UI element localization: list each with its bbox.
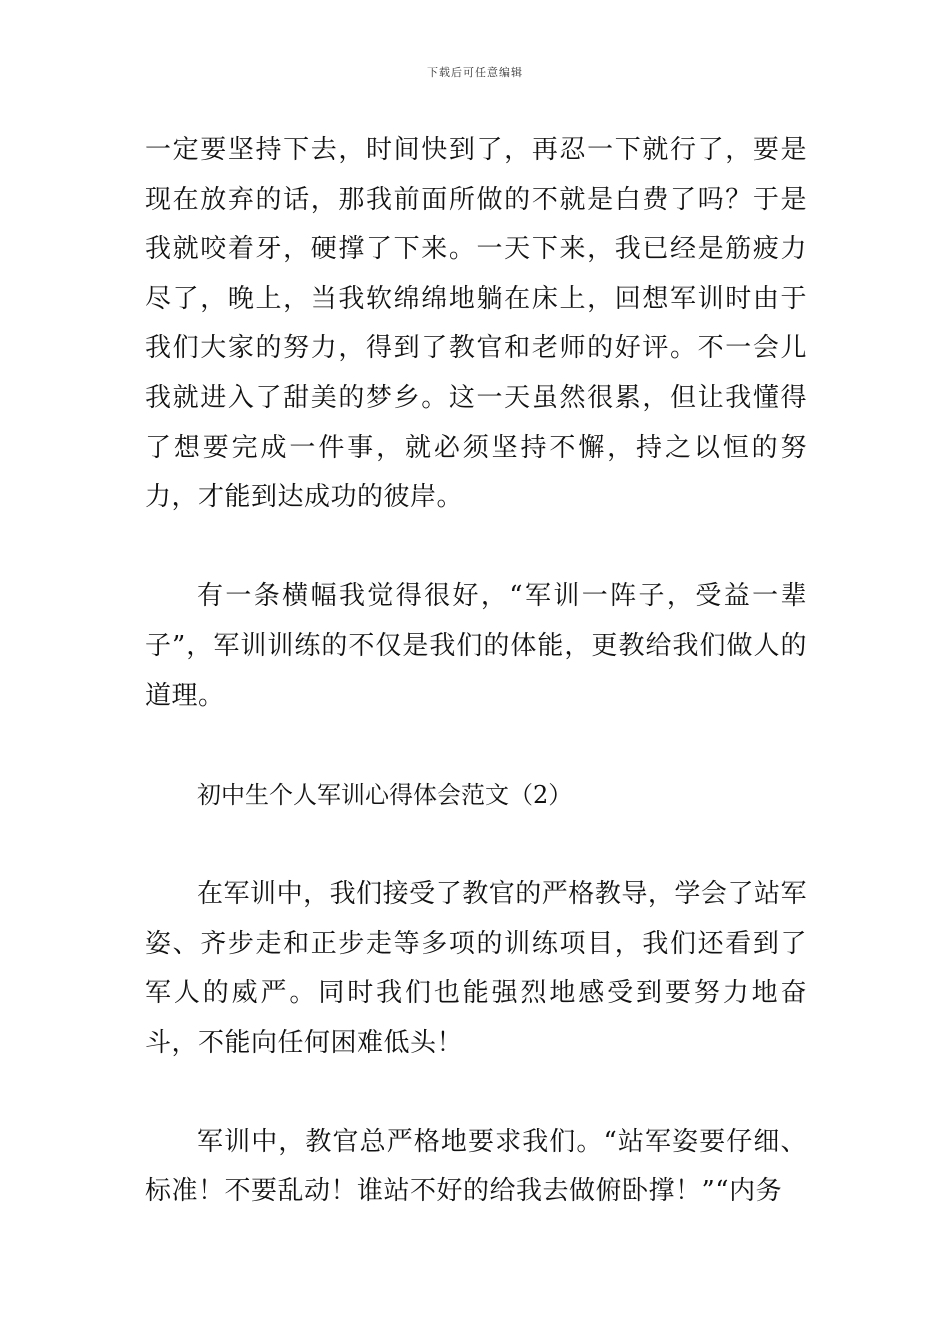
paragraph-spacer — [145, 820, 807, 870]
paragraph-instructor: 军训中，教官总严格地要求我们。“站军姿要仔细、标准！不要乱动！谁站不好的给我去做俯卧撑！”“内务 — [145, 1126, 807, 1207]
page-header-note: 下载后可任意编辑 — [427, 66, 523, 79]
paragraph-spacer — [145, 1068, 807, 1118]
paragraph-continuation: 一定要坚持下去，时间快到了，再忍一下就行了，要是现在放弃的话，那我前面所做的不就是白费了吗？于是我就咬着牙，硬撑了下来。一天下来，我已经是筋疲力尽了，晚上，当我软绵绵地躺在床上，回想军训时由于我们大家的努力，得到了教官和老师的好评。不一会儿我就进入了甜美的梦乡。这一天虽然很累，但让我懂得了想要完成一件事，就必须坚持不懈，持之以恒的努力，才能到达成功的彼岸。 — [145, 135, 807, 513]
paragraph-banner: 有一条横幅我觉得很好，“军训一阵子，受益一辈子”，军训训练的不仅是我们的体能，更教给我们做人的道理。 — [145, 581, 807, 711]
paragraph-spacer — [145, 523, 807, 573]
paragraph-spacer — [145, 721, 807, 771]
document-body — [145, 126, 807, 1217]
section-heading: 初中生个人军训心得体会范文（2） — [197, 780, 573, 809]
paragraph-training: 在军训中，我们接受了教官的严格教导，学会了站军姿、齐步走和正步走等多项的训练项目，我们还看到了军人的威严。同时我们也能强烈地感受到要努力地奋斗，不能向任何困难低头！ — [145, 878, 807, 1058]
